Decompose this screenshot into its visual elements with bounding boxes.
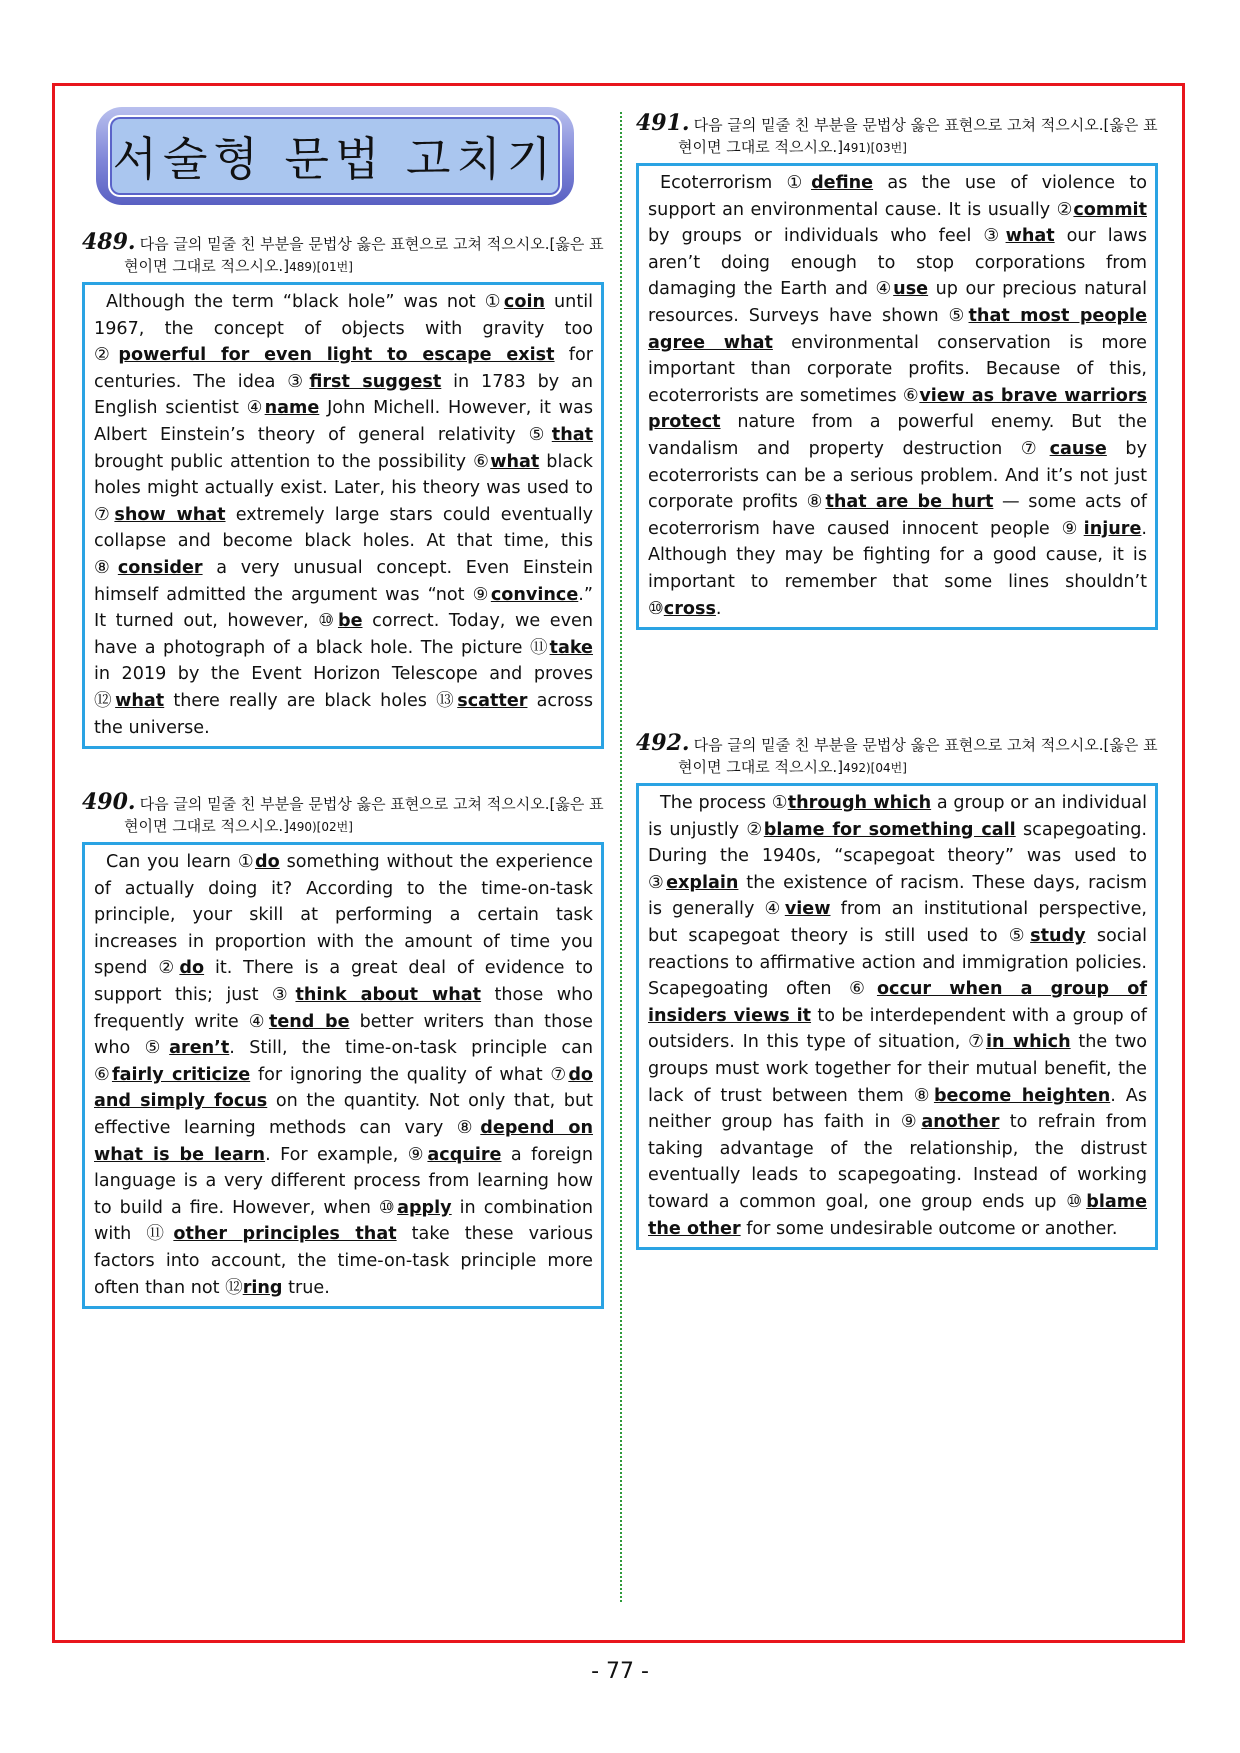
- underlined-phrase: injure: [1083, 518, 1142, 539]
- underlined-phrase: commit: [1073, 199, 1147, 220]
- question-instruction: 다음 글의 밑줄 친 부분을 문법상 옳은 표현으로 고쳐 적으시오.[옳은 표현이면 그대로 적으시오.]: [124, 795, 604, 836]
- column-divider: [620, 112, 622, 1602]
- left-column: [82, 105, 604, 1309]
- question-header: [636, 112, 1158, 159]
- underlined-phrase: tend be: [268, 1011, 350, 1032]
- passage-text: Can you learn ①do something without the experience of actually doing it? According to the time-on-task principle, your skill at performing a certain task increases in proportion with the amount of time you spend ②do it. There is a great deal of evidence to support this; just ③think about what those who frequently write ④tend be better writers than those who ⑤aren’t. Still, the time-on-task principle can ⑥fairly criticize for ignoring the quality of what ⑦do and simply focus on the quantity. Not only that, but effective learning methods can vary ⑧depend on what is be learn. For example, ⑨acquire a foreign language is a very different process from learning how to build a fire. However, when ⑩apply in combination with ⑪other principles that take these various factors into account, the time-on-task principle more often than not ⑫ring true.: [94, 852, 594, 1298]
- passage-box: [636, 783, 1158, 1250]
- question-number: 492.: [636, 730, 690, 757]
- question-489: [82, 231, 604, 749]
- question-instruction: 다음 글의 밑줄 친 부분을 문법상 옳은 표현으로 고쳐 적으시오.[옳은 표현이면 그대로 적으시오.]: [678, 736, 1158, 777]
- underlined-phrase: convince: [490, 584, 579, 605]
- underlined-phrase: through which: [787, 793, 932, 814]
- underlined-phrase: what: [115, 690, 165, 711]
- underlined-phrase: be: [337, 611, 363, 632]
- passage-box: [82, 282, 604, 749]
- underlined-phrase: apply: [397, 1197, 452, 1218]
- underlined-phrase: another: [921, 1112, 1000, 1133]
- question-ref: 492)[04번]: [843, 761, 907, 776]
- question-header: [82, 231, 604, 278]
- underlined-phrase: do and simply focus: [94, 1064, 594, 1112]
- underlined-phrase: study: [1030, 926, 1086, 947]
- underlined-phrase: blame the other: [648, 1192, 1147, 1239]
- underlined-phrase: other principles that: [173, 1224, 397, 1245]
- underlined-phrase: acquire: [427, 1144, 502, 1165]
- underlined-phrase: powerful for even light to escape exist: [118, 345, 555, 366]
- question-number: 491.: [636, 110, 690, 136]
- underlined-phrase: occur when a group of insiders views it: [648, 979, 1147, 1026]
- question-492: [636, 732, 1158, 1250]
- underlined-phrase: view as brave warriors protect: [648, 385, 1147, 433]
- question-number: 489.: [82, 229, 136, 255]
- question-instruction: 다음 글의 밑줄 친 부분을 문법상 옳은 표현으로 고쳐 적으시오.[옳은 표현이면 그대로 적으시오.]: [124, 235, 604, 275]
- passage-text: The process ①through which a group or an individual is unjustly ②blame for something call scapegoating. During the 1940s, “scapegoat theory” was used to ③explain the existence of racism. These days, racism is generally ④view from an institutional perspective, but scapegoat theory is still used to ⑤study social reactions to affirmative action and immigration policies. Scapegoating often ⑥occur when a group of insiders views it to be interdependent with a group of outsiders. In this type of situation, ⑦in which the two groups must work together for their mutual benefit, the lack of trust between them ⑧become heighten. As neither group has faith in ⑨another to refrain from taking advantage of the relationship, the distrust eventually leads to scapegoating. Instead of working toward a common goal, one group ends up ⑩blame the other for some undesirable outcome or another.: [648, 793, 1148, 1239]
- question-ref: 489)[01번]: [289, 260, 353, 274]
- underlined-phrase: define: [811, 173, 874, 193]
- underlined-phrase: use: [893, 279, 929, 300]
- underlined-phrase: explain: [666, 872, 739, 893]
- underlined-phrase: that most people agree what: [648, 305, 1147, 353]
- underlined-phrase: consider: [117, 557, 203, 578]
- underlined-phrase: coin: [503, 292, 545, 312]
- underlined-phrase: take: [549, 637, 593, 658]
- underlined-phrase: what: [490, 451, 540, 472]
- passage-text: Ecoterrorism ①define as the use of violence to support an environmental cause. It is usually ②commit by groups or individuals who feel ③what our laws aren’t doing enough to stop corporations from damaging the Earth and ④use up our precious natural resources. Surveys have shown ⑤that most people agree what environmental conservation is more important than corporate profits. Because of this, ecoterrorists are sometimes ⑥view as brave warriors protect nature from a powerful enemy. But the vandalism and property destruction ⑦cause by ecoterrorists can be a serious problem. And it’s not just corporate profits ⑧that are be hurt — some acts of ecoterrorism have caused innocent people ⑨injure. Although they may be fighting for a good cause, it is important to remember that some lines shouldn’t ⑩cross.: [648, 173, 1148, 619]
- underlined-phrase: in which: [986, 1032, 1071, 1053]
- question-instruction: 다음 글의 밑줄 친 부분을 문법상 옳은 표현으로 고쳐 적으시오.[옳은 표현이면 그대로 적으시오.]: [678, 116, 1158, 156]
- question-number: 490.: [82, 789, 136, 816]
- question-header: [636, 732, 1158, 779]
- underlined-phrase: cross: [663, 598, 716, 619]
- underlined-phrase: that: [551, 424, 593, 445]
- underlined-phrase: depend on what is be learn: [94, 1118, 593, 1165]
- underlined-phrase: do: [179, 958, 205, 979]
- underlined-phrase: do: [254, 852, 280, 873]
- title-banner: [96, 107, 574, 205]
- page-number: - 77 -: [591, 1659, 649, 1684]
- underlined-phrase: view: [784, 899, 831, 920]
- passage-box: [636, 163, 1158, 630]
- underlined-phrase: blame for something call: [763, 819, 1016, 840]
- underlined-phrase: aren’t: [169, 1038, 230, 1059]
- underlined-phrase: what: [1005, 226, 1055, 247]
- passage-box: [82, 842, 604, 1309]
- question-490: [82, 791, 604, 1309]
- underlined-phrase: think about what: [295, 985, 482, 1006]
- right-column: [636, 112, 1158, 1250]
- passage-text: Although the term “black hole” was not ①coin until 1967, the concept of objects with gravity too ②powerful for even light to escape exist for centuries. The idea ③first suggest in 1783 by an English scientist ④name John Michell. However, it was Albert Einstein’s theory of general relativity ⑤that brought public attention to the possibility ⑥what black holes might actually exist. Later, his theory was used to ⑦show what extremely large stars could eventually collapse and become black holes. At that time, this ⑧consider a very unusual concept. Even Einstein himself admitted the argument was “not ⑨convince.” It turned out, however, ⑩be correct. Today, we even have a photograph of a black hole. The picture ⑪take in 2019 by the Event Horizon Telescope and proves ⑫what there really are black holes ⑬scatter across the universe.: [94, 292, 593, 738]
- underlined-phrase: scatter: [457, 690, 528, 711]
- underlined-phrase: first suggest: [309, 371, 442, 392]
- question-ref: 490)[02번]: [289, 820, 353, 835]
- page-title: 서술형 문법 고치기: [112, 132, 558, 186]
- question-ref: 491)[03번]: [843, 141, 907, 155]
- underlined-phrase: fairly criticize: [111, 1064, 251, 1085]
- underlined-phrase: name: [264, 398, 320, 419]
- underlined-phrase: cause: [1049, 438, 1107, 459]
- question-header: [82, 791, 604, 838]
- underlined-phrase: ring: [242, 1277, 283, 1298]
- question-491: [636, 112, 1158, 630]
- underlined-phrase: that are be hurt: [825, 492, 994, 513]
- underlined-phrase: become heighten: [933, 1085, 1111, 1106]
- underlined-phrase: show what: [114, 504, 226, 525]
